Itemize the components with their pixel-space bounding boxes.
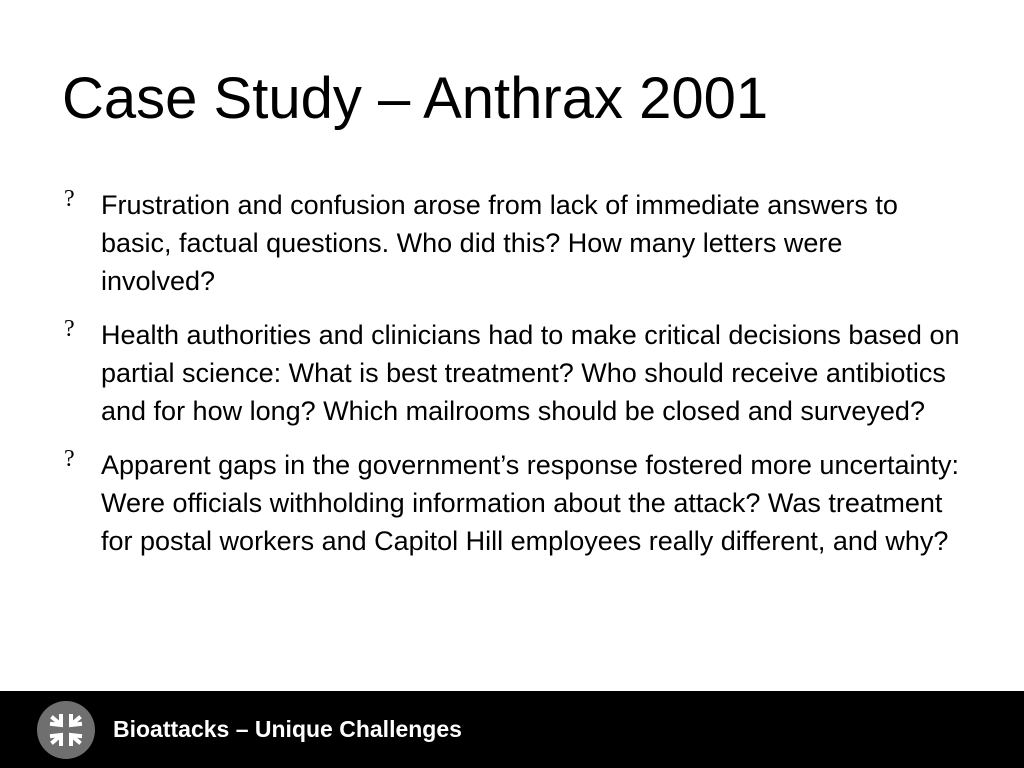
bullet-marker: ? (64, 186, 75, 212)
bullet-text: Health authorities and clinicians had to make critical decisions based on partial science: What is best treatment? Who should receive antibiotics and for how long? Which mailrooms should be closed and surveyed? (101, 320, 960, 426)
bullet-marker: ? (64, 316, 75, 342)
bullet-marker: ? (64, 446, 75, 472)
slide-title: Case Study – Anthrax 2001 (62, 66, 769, 131)
bullet-item (62, 186, 962, 300)
footer-bar (0, 691, 1024, 768)
footer-title: Bioattacks – Unique Challenges (113, 716, 462, 742)
bullet-item (62, 316, 962, 430)
bullet-list (62, 186, 962, 576)
bullet-text: Frustration and confusion arose from lack of immediate answers to basic, factual questions. Who did this? How many letters were involved? (101, 190, 898, 296)
arrows-inward-logo-icon (37, 701, 95, 759)
arrows-inward-logo-icon (37, 701, 95, 759)
bullet-item (62, 446, 962, 560)
bullet-text: Apparent gaps in the government’s response fostered more uncertainty: Were officials withholding information about the attack? Was treatment for postal workers and Capitol Hill employees really different, and why? (101, 450, 960, 556)
